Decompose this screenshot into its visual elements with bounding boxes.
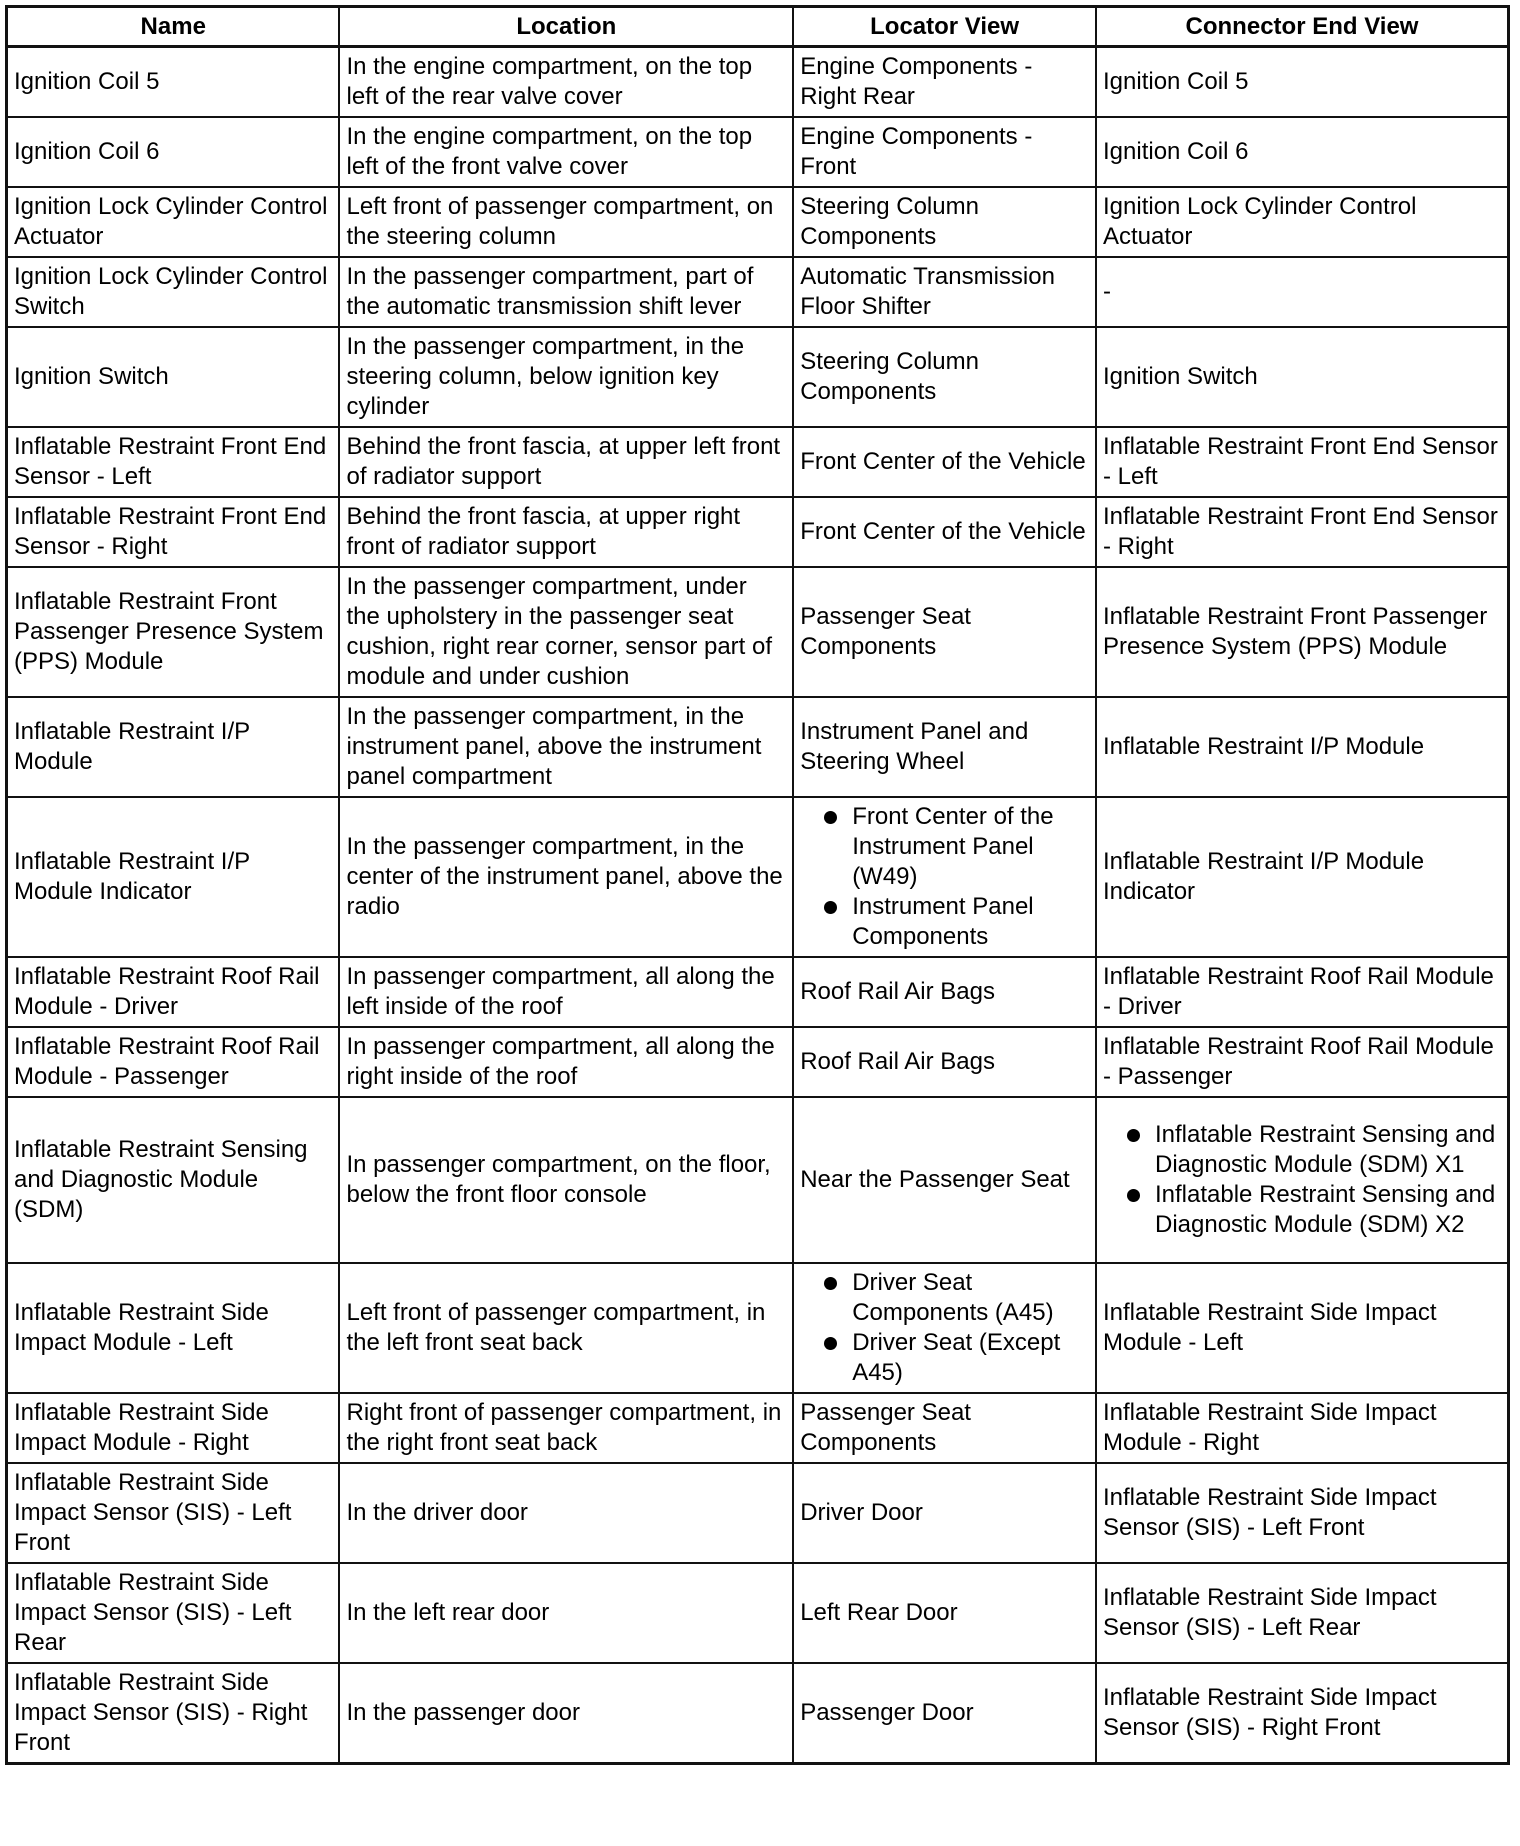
cell-locator-view: Automatic Transmission Floor Shifter <box>793 257 1096 327</box>
cell-connector-end-view: Ignition Switch <box>1096 327 1509 427</box>
cell-locator-view: Passenger Seat Components <box>793 567 1096 697</box>
cell-location: In the passenger compartment, in the instrument panel, above the instrument panel compartment <box>339 697 793 797</box>
bullet-item: Driver Seat (Except A45) <box>820 1328 1089 1388</box>
cell-location: In the left rear door <box>339 1563 793 1663</box>
cell-location: In the passenger compartment, in the center of the instrument panel, above the radio <box>339 797 793 957</box>
cell-location: In the passenger compartment, part of the automatic transmission shift lever <box>339 257 793 327</box>
cell-locator-view <box>793 797 1096 957</box>
table-row <box>7 1393 1509 1463</box>
cell-locator-view: Engine Components - Front <box>793 117 1096 187</box>
cell-connector-end-view: Inflatable Restraint Side Impact Sensor (SIS) - Left Rear <box>1096 1563 1509 1663</box>
cell-name: Ignition Lock Cylinder Control Actuator <box>7 187 340 257</box>
bullet-list <box>800 802 1089 952</box>
table-row <box>7 427 1509 497</box>
cell-name: Inflatable Restraint Side Impact Sensor (SIS) - Left Front <box>7 1463 340 1563</box>
cell-locator-view: Near the Passenger Seat <box>793 1097 1096 1263</box>
table-row <box>7 117 1509 187</box>
cell-location: In passenger compartment, all along the right inside of the roof <box>339 1027 793 1097</box>
cell-locator-view: Driver Door <box>793 1463 1096 1563</box>
table-row <box>7 497 1509 567</box>
bullet-item: Instrument Panel Components <box>820 892 1089 952</box>
cell-name: Inflatable Restraint I/P Module Indicator <box>7 797 340 957</box>
cell-location: Behind the front fascia, at upper right front of radiator support <box>339 497 793 567</box>
cell-name: Inflatable Restraint Side Impact Module - Left <box>7 1263 340 1393</box>
bullet-list <box>1103 1120 1501 1240</box>
cell-locator-view: Steering Column Components <box>793 327 1096 427</box>
table-row <box>7 47 1509 118</box>
table-row <box>7 957 1509 1027</box>
cell-connector-end-view: Inflatable Restraint Side Impact Sensor (SIS) - Left Front <box>1096 1463 1509 1563</box>
cell-name: Ignition Coil 6 <box>7 117 340 187</box>
cell-name: Inflatable Restraint Side Impact Module - Right <box>7 1393 340 1463</box>
cell-location: In the passenger compartment, under the upholstery in the passenger seat cushion, right rear corner, sensor part of module and under cushion <box>339 567 793 697</box>
cell-name: Inflatable Restraint Front End Sensor - Left <box>7 427 340 497</box>
cell-name: Inflatable Restraint I/P Module <box>7 697 340 797</box>
cell-connector-end-view: Ignition Coil 6 <box>1096 117 1509 187</box>
table-row <box>7 1263 1509 1393</box>
cell-connector-end-view: - <box>1096 257 1509 327</box>
header-locator-view: Locator View <box>793 7 1096 47</box>
cell-connector-end-view: Inflatable Restraint I/P Module Indicator <box>1096 797 1509 957</box>
cell-connector-end-view: Inflatable Restraint Roof Rail Module - Passenger <box>1096 1027 1509 1097</box>
cell-connector-end-view: Inflatable Restraint Side Impact Sensor (SIS) - Right Front <box>1096 1663 1509 1764</box>
table-row <box>7 797 1509 957</box>
table-row <box>7 567 1509 697</box>
cell-locator-view: Steering Column Components <box>793 187 1096 257</box>
cell-location: In the driver door <box>339 1463 793 1563</box>
table-row <box>7 1663 1509 1764</box>
cell-name: Inflatable Restraint Sensing and Diagnostic Module (SDM) <box>7 1097 340 1263</box>
cell-connector-end-view: Inflatable Restraint I/P Module <box>1096 697 1509 797</box>
cell-locator-view: Roof Rail Air Bags <box>793 957 1096 1027</box>
cell-connector-end-view: Inflatable Restraint Front End Sensor - Left <box>1096 427 1509 497</box>
cell-locator-view: Engine Components - Right Rear <box>793 47 1096 118</box>
header-location: Location <box>339 7 793 47</box>
bullet-list <box>800 1268 1089 1388</box>
cell-location: In the passenger compartment, in the steering column, below ignition key cylinder <box>339 327 793 427</box>
bullet-item: Inflatable Restraint Sensing and Diagnostic Module (SDM) X2 <box>1123 1180 1501 1240</box>
table-row <box>7 187 1509 257</box>
header-connector-end-view: Connector End View <box>1096 7 1509 47</box>
cell-name: Inflatable Restraint Front End Sensor - Right <box>7 497 340 567</box>
cell-connector-end-view: Inflatable Restraint Front Passenger Presence System (PPS) Module <box>1096 567 1509 697</box>
cell-location: Left front of passenger compartment, on the steering column <box>339 187 793 257</box>
cell-connector-end-view: Ignition Lock Cylinder Control Actuator <box>1096 187 1509 257</box>
bullet-item: Front Center of the Instrument Panel (W49) <box>820 802 1089 892</box>
cell-locator-view: Passenger Seat Components <box>793 1393 1096 1463</box>
table-row <box>7 257 1509 327</box>
cell-name: Inflatable Restraint Roof Rail Module - Passenger <box>7 1027 340 1097</box>
table-row <box>7 697 1509 797</box>
cell-location: Behind the front fascia, at upper left front of radiator support <box>339 427 793 497</box>
header-name: Name <box>7 7 340 47</box>
header-row <box>7 7 1509 47</box>
cell-locator-view: Front Center of the Vehicle <box>793 427 1096 497</box>
cell-connector-end-view: Inflatable Restraint Side Impact Module - Right <box>1096 1393 1509 1463</box>
bullet-item: Driver Seat Components (A45) <box>820 1268 1089 1328</box>
cell-locator-view: Front Center of the Vehicle <box>793 497 1096 567</box>
cell-location: In passenger compartment, all along the left inside of the roof <box>339 957 793 1027</box>
table-row <box>7 1463 1509 1563</box>
table-body <box>7 47 1509 1764</box>
cell-name: Inflatable Restraint Side Impact Sensor (SIS) - Left Rear <box>7 1563 340 1663</box>
cell-location: In the engine compartment, on the top left of the front valve cover <box>339 117 793 187</box>
cell-locator-view: Left Rear Door <box>793 1563 1096 1663</box>
cell-name: Inflatable Restraint Roof Rail Module - Driver <box>7 957 340 1027</box>
cell-name: Ignition Switch <box>7 327 340 427</box>
cell-connector-end-view: Inflatable Restraint Front End Sensor - Right <box>1096 497 1509 567</box>
cell-location: Left front of passenger compartment, in the left front seat back <box>339 1263 793 1393</box>
cell-location: Right front of passenger compartment, in the right front seat back <box>339 1393 793 1463</box>
table-row <box>7 1563 1509 1663</box>
cell-locator-view: Roof Rail Air Bags <box>793 1027 1096 1097</box>
cell-name: Inflatable Restraint Side Impact Sensor (SIS) - Right Front <box>7 1663 340 1764</box>
cell-location: In the passenger door <box>339 1663 793 1764</box>
cell-locator-view <box>793 1263 1096 1393</box>
cell-location: In the engine compartment, on the top left of the rear valve cover <box>339 47 793 118</box>
cell-locator-view: Instrument Panel and Steering Wheel <box>793 697 1096 797</box>
table-row <box>7 327 1509 427</box>
cell-connector-end-view: Ignition Coil 5 <box>1096 47 1509 118</box>
cell-name: Inflatable Restraint Front Passenger Presence System (PPS) Module <box>7 567 340 697</box>
bullet-item: Inflatable Restraint Sensing and Diagnostic Module (SDM) X1 <box>1123 1120 1501 1180</box>
cell-name: Ignition Lock Cylinder Control Switch <box>7 257 340 327</box>
cell-name: Ignition Coil 5 <box>7 47 340 118</box>
cell-location: In passenger compartment, on the floor, below the front floor console <box>339 1097 793 1263</box>
cell-connector-end-view <box>1096 1097 1509 1263</box>
component-locator-table <box>5 5 1510 1765</box>
cell-locator-view: Passenger Door <box>793 1663 1096 1764</box>
cell-connector-end-view: Inflatable Restraint Roof Rail Module - Driver <box>1096 957 1509 1027</box>
cell-connector-end-view: Inflatable Restraint Side Impact Module - Left <box>1096 1263 1509 1393</box>
table-row <box>7 1027 1509 1097</box>
table-row <box>7 1097 1509 1263</box>
